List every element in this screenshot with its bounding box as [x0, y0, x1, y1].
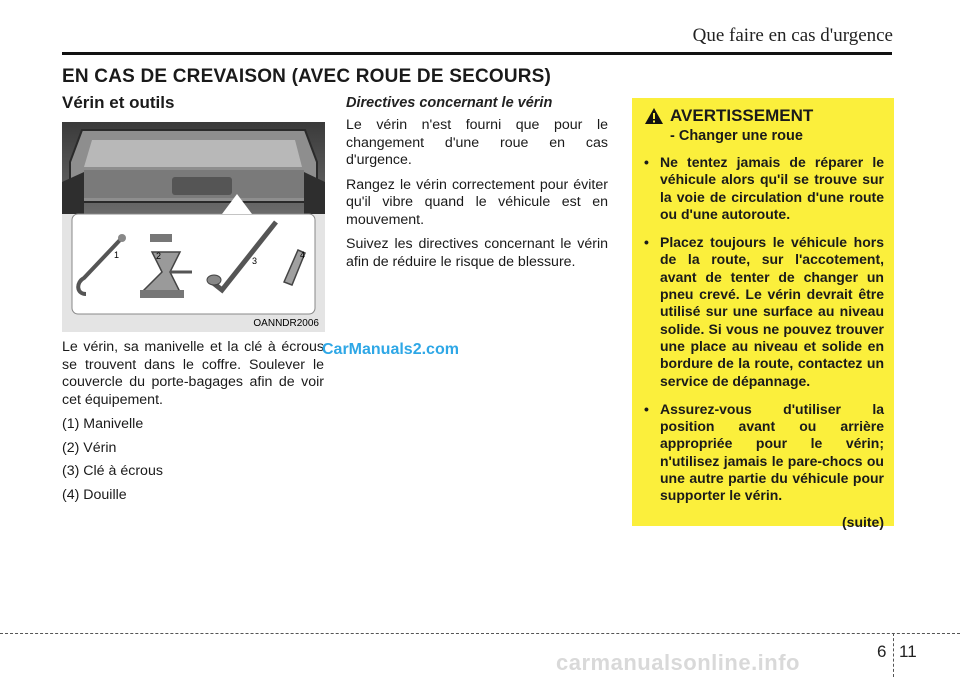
- tool-item-wrench: (3) Clé à écrous: [62, 463, 163, 479]
- top-rule: [62, 52, 892, 55]
- footer-dashed-rule: [0, 633, 960, 634]
- main-heading: EN CAS DE CREVAISON (AVEC ROUE DE SECOURS): [62, 66, 552, 87]
- page-number: 11: [899, 642, 917, 661]
- warning-triangle-icon: [644, 107, 664, 125]
- tool-item-socket: (4) Douille: [62, 486, 127, 503]
- page-number-separator: [893, 633, 894, 677]
- warning-item-3: • Assurez-vous d'utiliser la position avant ou arrière appropriée pour le vérin; n'utilisez jamais le pare-chocs ou une autre partie du véhicule pour supporter le vérin.: [644, 401, 884, 505]
- callout-4: 4: [300, 250, 306, 260]
- middle-column-text: [346, 117, 608, 278]
- callout-1: 1: [114, 250, 120, 260]
- watermark-carmanuals: CarManuals2.com: [322, 341, 459, 358]
- section-title: Que faire en cas d'urgence: [692, 25, 893, 46]
- guideline-paragraph-3: Suivez les directives concernant le vérin afin de réduire le risque de blessure.: [346, 236, 608, 270]
- jack-location-paragraph: Le vérin, sa manivelle et la clé à écrous se trouvent dans le coffre. Soulever le couvercle du porte-bagages afin de voir cet équipement.: [62, 339, 324, 408]
- warning-header: [644, 106, 884, 126]
- callout-2: 2: [156, 251, 162, 261]
- left-column-text: [62, 339, 324, 510]
- chapter-number: 6: [877, 642, 887, 661]
- watermark-carmanualsonline: carmanualsonline.info: [556, 650, 800, 675]
- warning-subtitle: - Changer une roue: [670, 128, 803, 144]
- tool-item-jack: (2) Vérin: [62, 439, 117, 456]
- warning-title: AVERTISSEMENT: [670, 106, 814, 125]
- tool-item-crank: (1) Manivelle: [62, 416, 144, 432]
- warning-list: [644, 154, 884, 505]
- jack-tools-photo: [62, 122, 325, 332]
- callout-3: 3: [252, 256, 258, 266]
- image-code: OANNDR2006: [253, 318, 319, 329]
- guideline-paragraph-2: Rangez le vérin correctement pour éviter qu'il vibre quand le véhicule est en mouvement.: [346, 176, 608, 228]
- warning-item-1: • Ne tentez jamais de réparer le véhicule alors qu'il se trouve sur la voie de circulation d'une route ou d'une autoroute.: [644, 154, 884, 223]
- guideline-paragraph-1: Le vérin n'est fourni que pour le changement d'une roue en cas d'urgence.: [346, 117, 608, 168]
- jack-tools-heading: Vérin et outils: [62, 93, 175, 112]
- warning-continued: (suite): [842, 513, 884, 530]
- warning-item-2: • Placez toujours le véhicule hors de la route, sur l'accotement, avant de tenter de changer un pneu crevé. Le vérin devrait être utilisé sur une surface au niveau solide. Si vous ne pouvez trouver une place au niveau et solide en bordure de la route, contactez un service de dépannage.: [644, 234, 884, 390]
- jack-guidelines-heading: Directives concernant le vérin: [346, 95, 553, 111]
- warning-box: [632, 98, 894, 530]
